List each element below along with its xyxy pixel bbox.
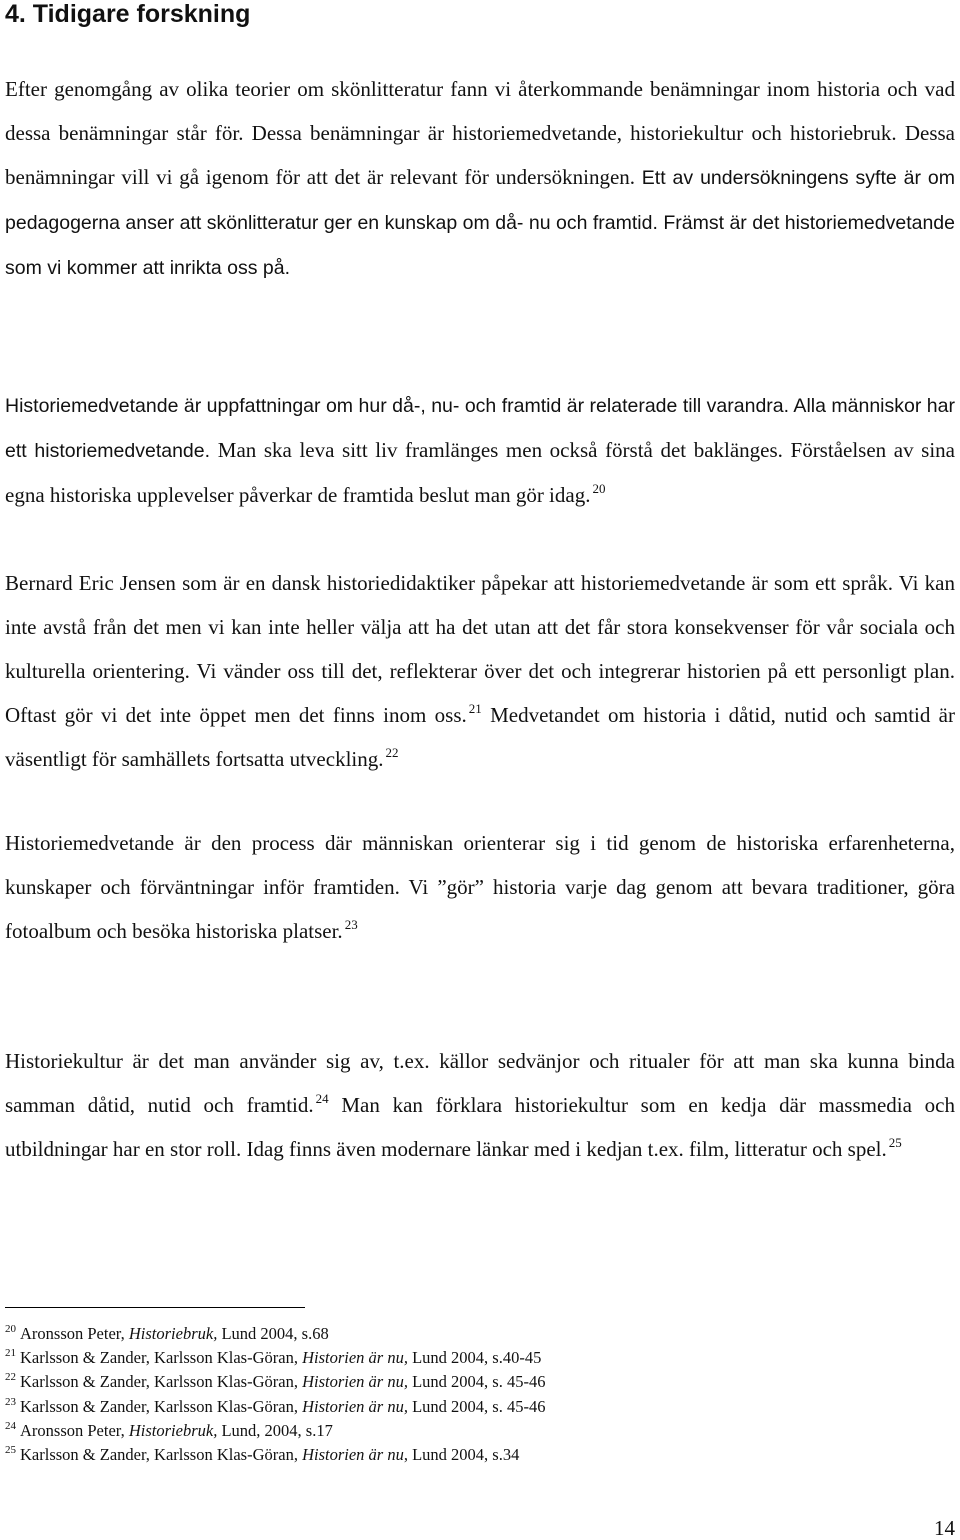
paragraph-intro: [5, 67, 955, 290]
footnote-details: Lund 2004, s. 45-46: [407, 1372, 546, 1392]
historiekultur-text: Historiekultur är det man använder sig av, t.ex. källor sedvänjor och ritualer för att man ska kunna binda samman dåtid, nutid och framtid.: [5, 1049, 955, 1117]
footnote-number: 21: [5, 1347, 16, 1360]
process-text: Historiemedvetande är den process där människan orienterar sig i tid genom de historiska erfarenheterna, kunskaper och förväntningar inför framtiden. Vi ”gör” historia varje dag genom att bevara traditioner, göra fotoalbum och besöka historiska platser.: [5, 831, 955, 943]
footnote-details: Lund 2004, s.40-45: [407, 1348, 542, 1368]
footnote-divider: [5, 1307, 305, 1308]
footnote-details: Lund, 2004, s.17: [217, 1420, 333, 1440]
footnote-title: Historien är nu,: [302, 1348, 408, 1368]
paragraph-historiekultur: [5, 1039, 955, 1171]
footnote-ref-20[interactable]: 20: [592, 481, 606, 496]
footnote: [5, 1322, 955, 1346]
footnote: [5, 1419, 955, 1443]
page-number: 14: [934, 1516, 955, 1540]
footnote-number: 23: [5, 1395, 16, 1408]
footnote-ref-21[interactable]: 21: [468, 701, 482, 716]
footnote: [5, 1370, 955, 1394]
footnote-number: 20: [5, 1323, 16, 1335]
definition-text: Historiemedvetande är uppfattningar om hur då-, nu- och framtid är relaterade till varandra. Alla människor har ett historiemedvetande.: [5, 395, 955, 462]
footnote-details: , Lund 2004, s.34: [403, 1445, 520, 1465]
footnote-ref-25[interactable]: 25: [888, 1135, 902, 1150]
historiekultur-continued-text: Man kan förklara historiekultur som en kedja där massmedia och utbildningar har en stor roll. Idag finns även modernare länkar med i kedjan t.ex. film, litteratur och spel.: [5, 1093, 956, 1161]
paragraph-historiemedvetande-definition: [5, 383, 955, 517]
footnote: [5, 1443, 955, 1467]
footnote-author: Karlsson & Zander, Karlsson Klas-Göran,: [20, 1348, 303, 1368]
intro-text: Efter genomgång av olika teorier om skönlitteratur fann vi återkommande benämningar inom historia och vad dessa benämningar står för. Dessa benämningar är historiemedvetande, historiekultur och historiebruk. Dessa benämningar vill vi gå igenom för att det är relevant för undersökningen.: [5, 77, 955, 189]
definition-continued-text: Man ska leva sitt liv framlänges men också förstå det baklänges. Förståelsen av sina egna historiska upplevelser påverkar de framtida beslut man gör idag.: [5, 438, 955, 507]
paragraph-process: [5, 821, 955, 953]
footnote-number: 25: [5, 1444, 16, 1457]
footnote-author: Karlsson & Zander, Karlsson Klas-Göran,: [20, 1372, 303, 1392]
jensen-text: Bernard Eric Jensen som är en dansk historiedidaktiker påpekar att historiemedvetande är som ett språk. Vi kan inte avstå från det men vi kan inte heller välja att ha det utan att det får stora konsekvenser för vår sociala och kulturella orientering. Vi vänder oss till det, reflekterar över det och integrerar historien på ett personligt plan. Oftast gör vi det inte öppet men det finns inom oss.: [5, 571, 955, 727]
footnote-title: Historiebruk,: [128, 1324, 218, 1343]
footnote-title: Historiebruk,: [128, 1420, 218, 1440]
footnote-author: Aronsson Peter,: [20, 1324, 129, 1343]
footnote-title: Historien är nu,: [302, 1372, 408, 1392]
footnote-details: Lund 2004, s. 45-46: [407, 1396, 546, 1416]
footnote-author: Karlsson & Zander, Karlsson Klas-Göran,: [20, 1396, 303, 1416]
footnote: [5, 1346, 955, 1370]
footnote: [5, 1395, 955, 1419]
footnote-details: Lund 2004, s.68: [217, 1324, 329, 1343]
intro-aim-text: Ett av undersökningens syfte är om pedagogerna anser att skönlitteratur ger en kunskap om då- nu och framtid. Främst är det historiemedvetande som vi kommer att inrikta oss på.: [5, 167, 955, 279]
footnote-number: 24: [5, 1419, 16, 1432]
footnote-title: Historien är nu,: [302, 1396, 408, 1416]
footnotes: [5, 1322, 955, 1467]
jensen-continued-text: Medvetandet om historia i dåtid, nutid och samtid är väsentligt för samhällets fortsatta utveckling.: [5, 703, 955, 771]
section-heading: 4. Tidigare forskning: [5, 0, 251, 28]
paragraph-jensen: [5, 561, 955, 781]
footnote-author: Karlsson & Zander, Karlsson Klas-Göran,: [20, 1445, 303, 1465]
footnote-title: Historien är nu: [302, 1445, 404, 1465]
footnote-number: 22: [5, 1371, 16, 1384]
footnote-ref-22[interactable]: 22: [385, 745, 399, 760]
footnote-author: Aronsson Peter,: [20, 1420, 129, 1440]
footnote-ref-23[interactable]: 23: [344, 917, 358, 932]
footnote-ref-24[interactable]: 24: [315, 1091, 329, 1106]
